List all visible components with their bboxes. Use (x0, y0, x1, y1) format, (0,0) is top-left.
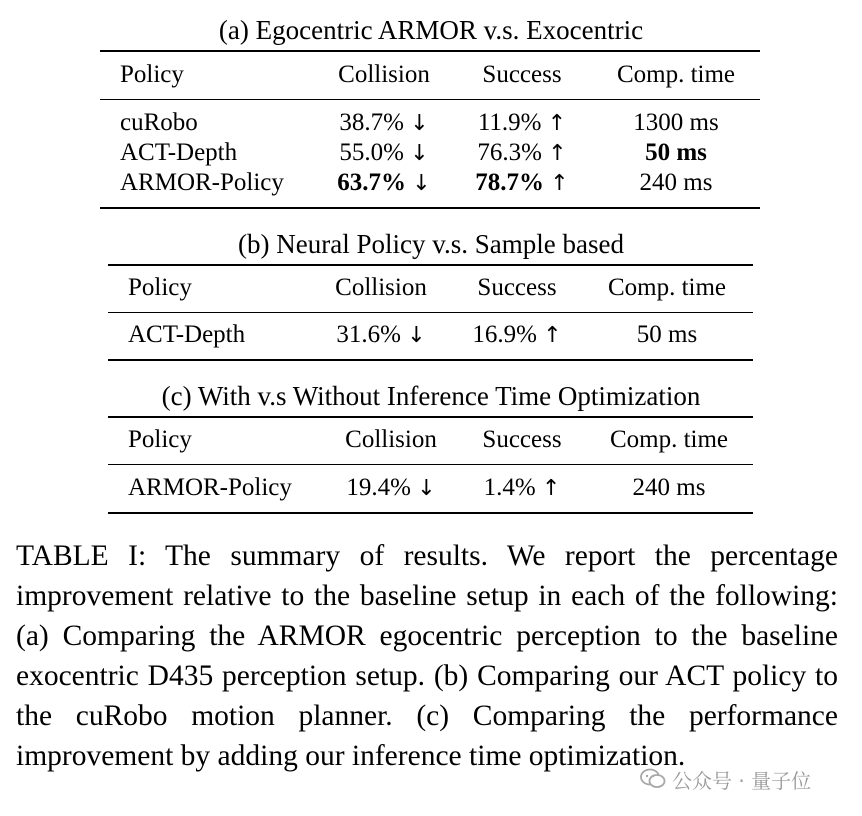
value: 78.7% (475, 169, 545, 196)
table-a-header-policy: Policy (120, 61, 184, 88)
wechat-icon (640, 768, 666, 790)
table-a-row3-success (475, 168, 568, 199)
table-a-row1-policy: cuRobo (120, 109, 198, 136)
table-c-header-success: Success (482, 426, 562, 453)
table-a-mid-rule (100, 99, 760, 100)
down-arrow-icon: ↓ (407, 323, 426, 348)
table-a-row1-success (478, 108, 566, 139)
table-b-header-success: Success (477, 274, 557, 301)
table-a-header-collision: Collision (338, 61, 430, 88)
table-a-row2-collision (339, 138, 428, 169)
table-c-row1-time: 240 ms (632, 474, 706, 501)
table-b-header-collision: Collision (335, 274, 427, 301)
table-a-row2-success (477, 138, 566, 169)
table-b-row1-success (472, 320, 561, 351)
table-c-mid-rule (108, 464, 753, 465)
table-b-title: (b) Neural Policy v.s. Sample based (238, 229, 624, 259)
table-c-top-rule (108, 416, 753, 418)
table-c-row1-policy: ARMOR-Policy (128, 474, 292, 501)
table-a-title: (a) Egocentric ARMOR v.s. Exocentric (218, 15, 644, 45)
value: 1.4% (483, 474, 536, 501)
table-a-header-time: Comp. time (616, 61, 736, 88)
value: 31.6% (336, 321, 401, 348)
table-b-row1-policy: ACT-Depth (128, 321, 246, 348)
table-a-row3-time: 240 ms (639, 169, 713, 196)
table-c-bottom-rule (108, 512, 753, 514)
table-b-row1-time: 50 ms (636, 321, 698, 348)
table-a-row1-time: 1300 ms (633, 109, 719, 136)
table-c-title: (c) With v.s Without Inference Time Optimization (161, 381, 701, 411)
table-b-mid-rule (108, 312, 753, 313)
value: 55.0% (339, 139, 404, 166)
table-caption: TABLE I: The summary of results. We report the percentage improvement relative to the baseline setup in each of the following: (a) Comparing the ARMOR egocentric perception to the baseline exocentric D435 perception setup. (b) Comparing our ACT policy to the cuRobo motion planner. (c) Comparing the performance improvement by adding our inference time optimization. (16, 540, 838, 772)
up-arrow-icon: ↑ (548, 141, 567, 166)
value: 76.3% (477, 139, 542, 166)
up-arrow-icon: ↑ (543, 323, 562, 348)
up-arrow-icon: ↑ (550, 171, 569, 196)
value: 38.7% (339, 109, 404, 136)
up-arrow-icon: ↑ (541, 476, 561, 501)
table-b-row1-collision (336, 320, 425, 351)
table-a-top-rule (100, 50, 760, 52)
down-arrow-icon: ↓ (417, 476, 436, 501)
table-c-header-time: Comp. time (609, 426, 729, 453)
table-a-header-success: Success (482, 61, 562, 88)
watermark-text: 公众号 · 量子位 (672, 768, 812, 793)
down-arrow-icon: ↓ (410, 111, 429, 136)
table-a-row2-policy: ACT-Depth (120, 139, 238, 166)
table-b-header-policy: Policy (128, 274, 192, 301)
table-b-top-rule (108, 264, 753, 266)
table-a-row1-collision (339, 108, 428, 139)
value: 63.7% (337, 169, 407, 196)
table-a-row3-collision (337, 168, 430, 199)
value: 19.4% (346, 474, 411, 501)
table-b-header-time: Comp. time (607, 274, 727, 301)
down-arrow-icon: ↓ (412, 171, 431, 196)
table-b-bottom-rule (108, 359, 753, 361)
value: 16.9% (472, 321, 537, 348)
table-c-row1-collision (346, 473, 435, 504)
table-c-row1-success (484, 473, 561, 504)
value: 11.9% (477, 109, 542, 136)
table-c-header-policy: Policy (128, 426, 192, 453)
down-arrow-icon: ↓ (410, 141, 429, 166)
table-a-bottom-rule (100, 207, 760, 209)
table-a-row3-policy: ARMOR-Policy (120, 169, 284, 196)
table-a-row2-time: 50 ms (645, 139, 707, 166)
up-arrow-icon: ↑ (547, 111, 567, 136)
table-c-header-collision: Collision (345, 426, 437, 453)
watermark (640, 762, 811, 796)
